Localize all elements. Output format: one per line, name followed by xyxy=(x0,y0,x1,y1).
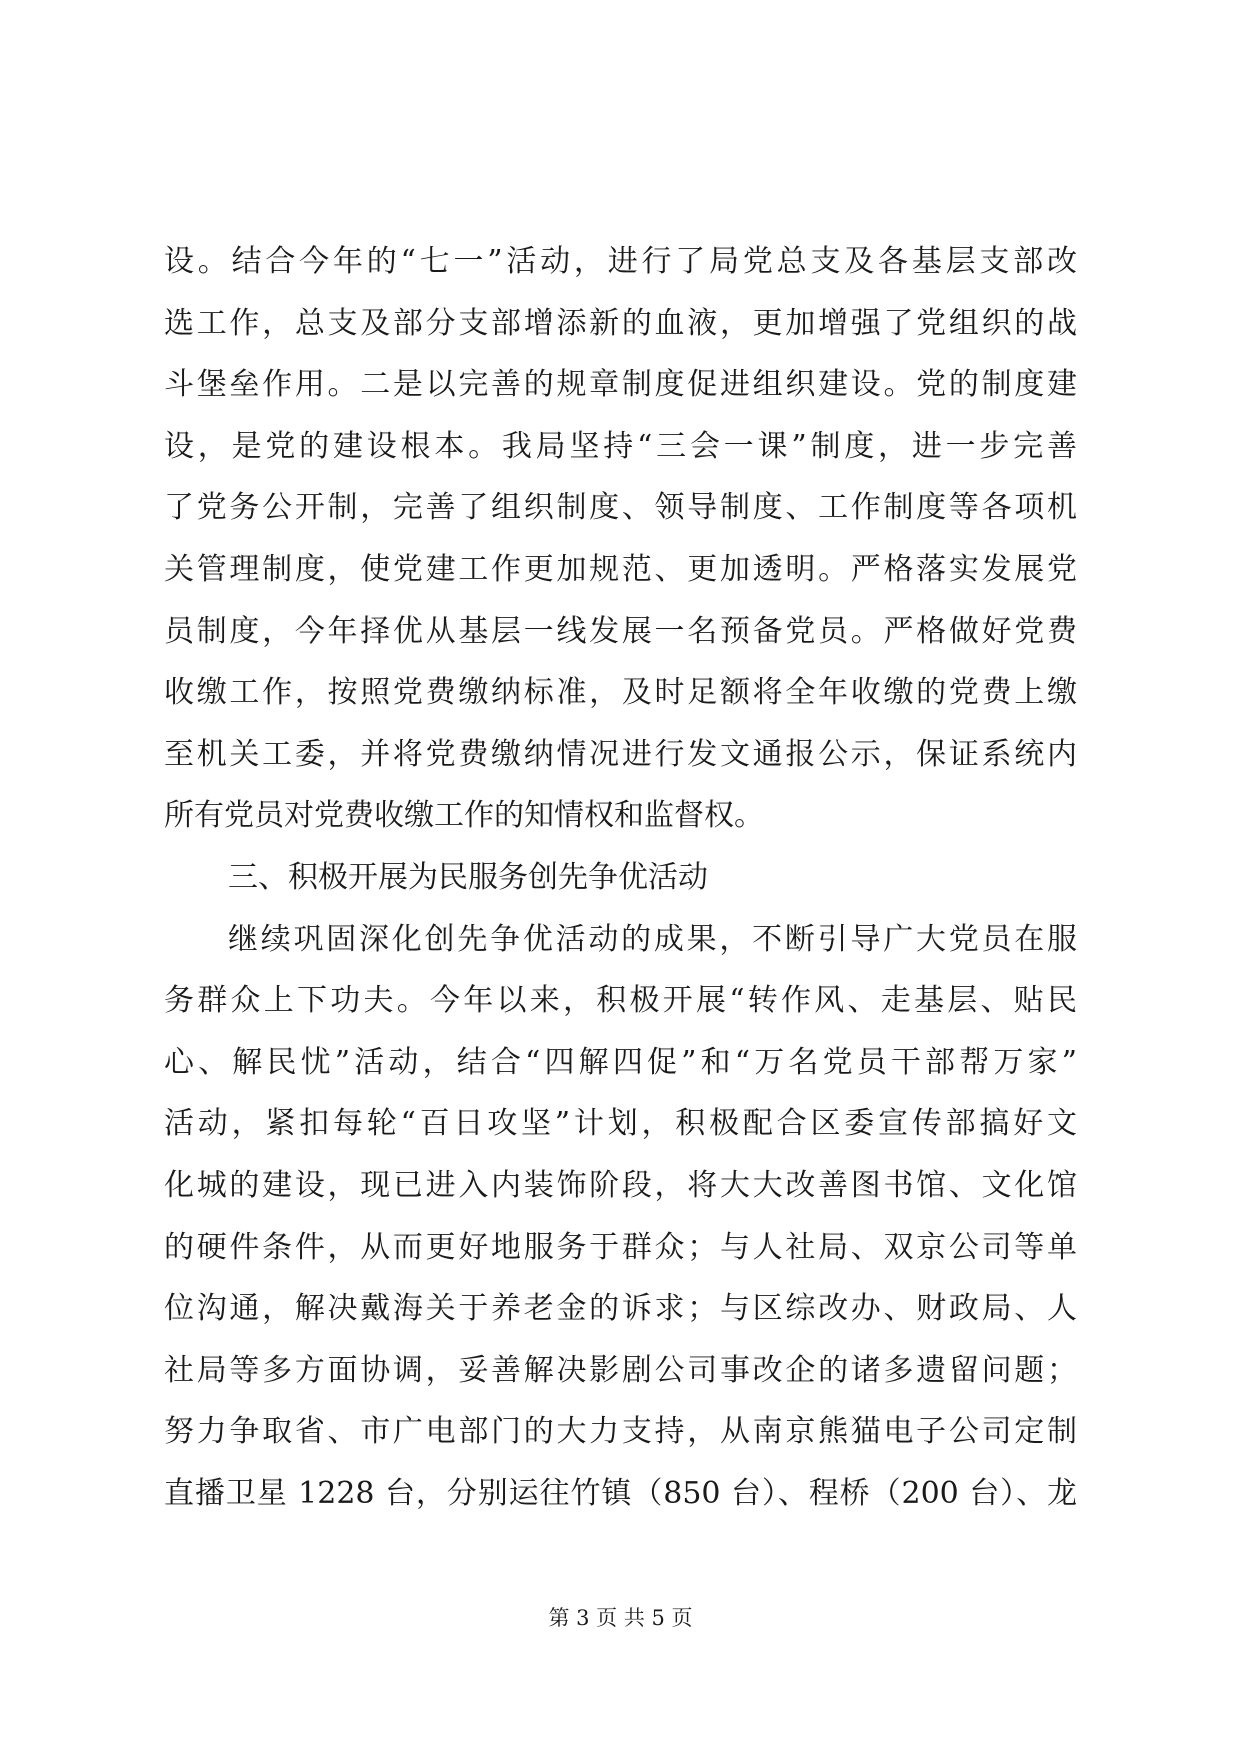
text-line: 的硬件条件，从而更好地服务于群众；与人社局、双京公司等单 xyxy=(164,1229,1077,1265)
document-body xyxy=(164,231,1077,1524)
text-line: 活动，紧扣每轮“百日攻坚”计划，积极配合区委宣传部搞好文 xyxy=(164,1106,1077,1142)
text-line: 务群众上下功夫。今年以来，积极开展“转作风、走基层、贴民 xyxy=(164,983,1077,1019)
text-line: 努力争取省、市广电部门的大力支持，从南京熊猫电子公司定制 xyxy=(164,1414,1077,1450)
text-line: 所有党员对党费收缴工作的知情权和监督权。 xyxy=(164,798,764,834)
text-line: 心、解民忧”活动，结合“四解四促”和“万名党员干部帮万家” xyxy=(164,1044,1077,1080)
text-line: 设，是党的建设根本。我局坚持“三会一课”制度，进一步完善 xyxy=(164,428,1077,464)
text-line: 选工作，总支及部分支部增添新的血液，更加增强了党组织的战 xyxy=(164,305,1077,341)
text-line: 了党务公开制，完善了组织制度、领导制度、工作制度等各项机 xyxy=(164,490,1077,526)
text-line: 斗堡垒作用。二是以完善的规章制度促进组织建设。党的制度建 xyxy=(164,367,1077,403)
text-line: 化城的建设，现已进入内装饰阶段，将大大改善图书馆、文化馆 xyxy=(164,1167,1077,1203)
text-line: 至机关工委，并将党费缴纳情况进行发文通报公示，保证系统内 xyxy=(164,736,1077,772)
text-line: 继续巩固深化创先争优活动的成果，不断引导广大党员在服 xyxy=(228,921,1077,957)
page-footer xyxy=(0,1603,1241,1633)
text-line: 员制度，今年择优从基层一线发展一名预备党员。严格做好党费 xyxy=(164,613,1077,649)
page-number: 第 3 页 共 5 页 xyxy=(548,1606,693,1630)
text-line: 关管理制度，使党建工作更加规范、更加透明。严格落实发展党 xyxy=(164,551,1077,587)
text-line: 直播卫星 1228 台，分别运往竹镇（850 台）、程桥（200 台）、龙 xyxy=(164,1475,1077,1511)
text-line: 设。结合今年的“七一”活动，进行了局党总支及各基层支部改 xyxy=(164,244,1077,279)
text-line: 位沟通，解决戴海关于养老金的诉求；与区综改办、财政局、人 xyxy=(164,1291,1077,1327)
section-heading: 三、积极开展为民服务创先争优活动 xyxy=(228,859,708,895)
text-line: 收缴工作，按照党费缴纳标准，及时足额将全年收缴的党费上缴 xyxy=(164,675,1077,711)
text-line: 社局等多方面协调，妥善解决影剧公司事改企的诸多遗留问题； xyxy=(164,1352,1077,1388)
